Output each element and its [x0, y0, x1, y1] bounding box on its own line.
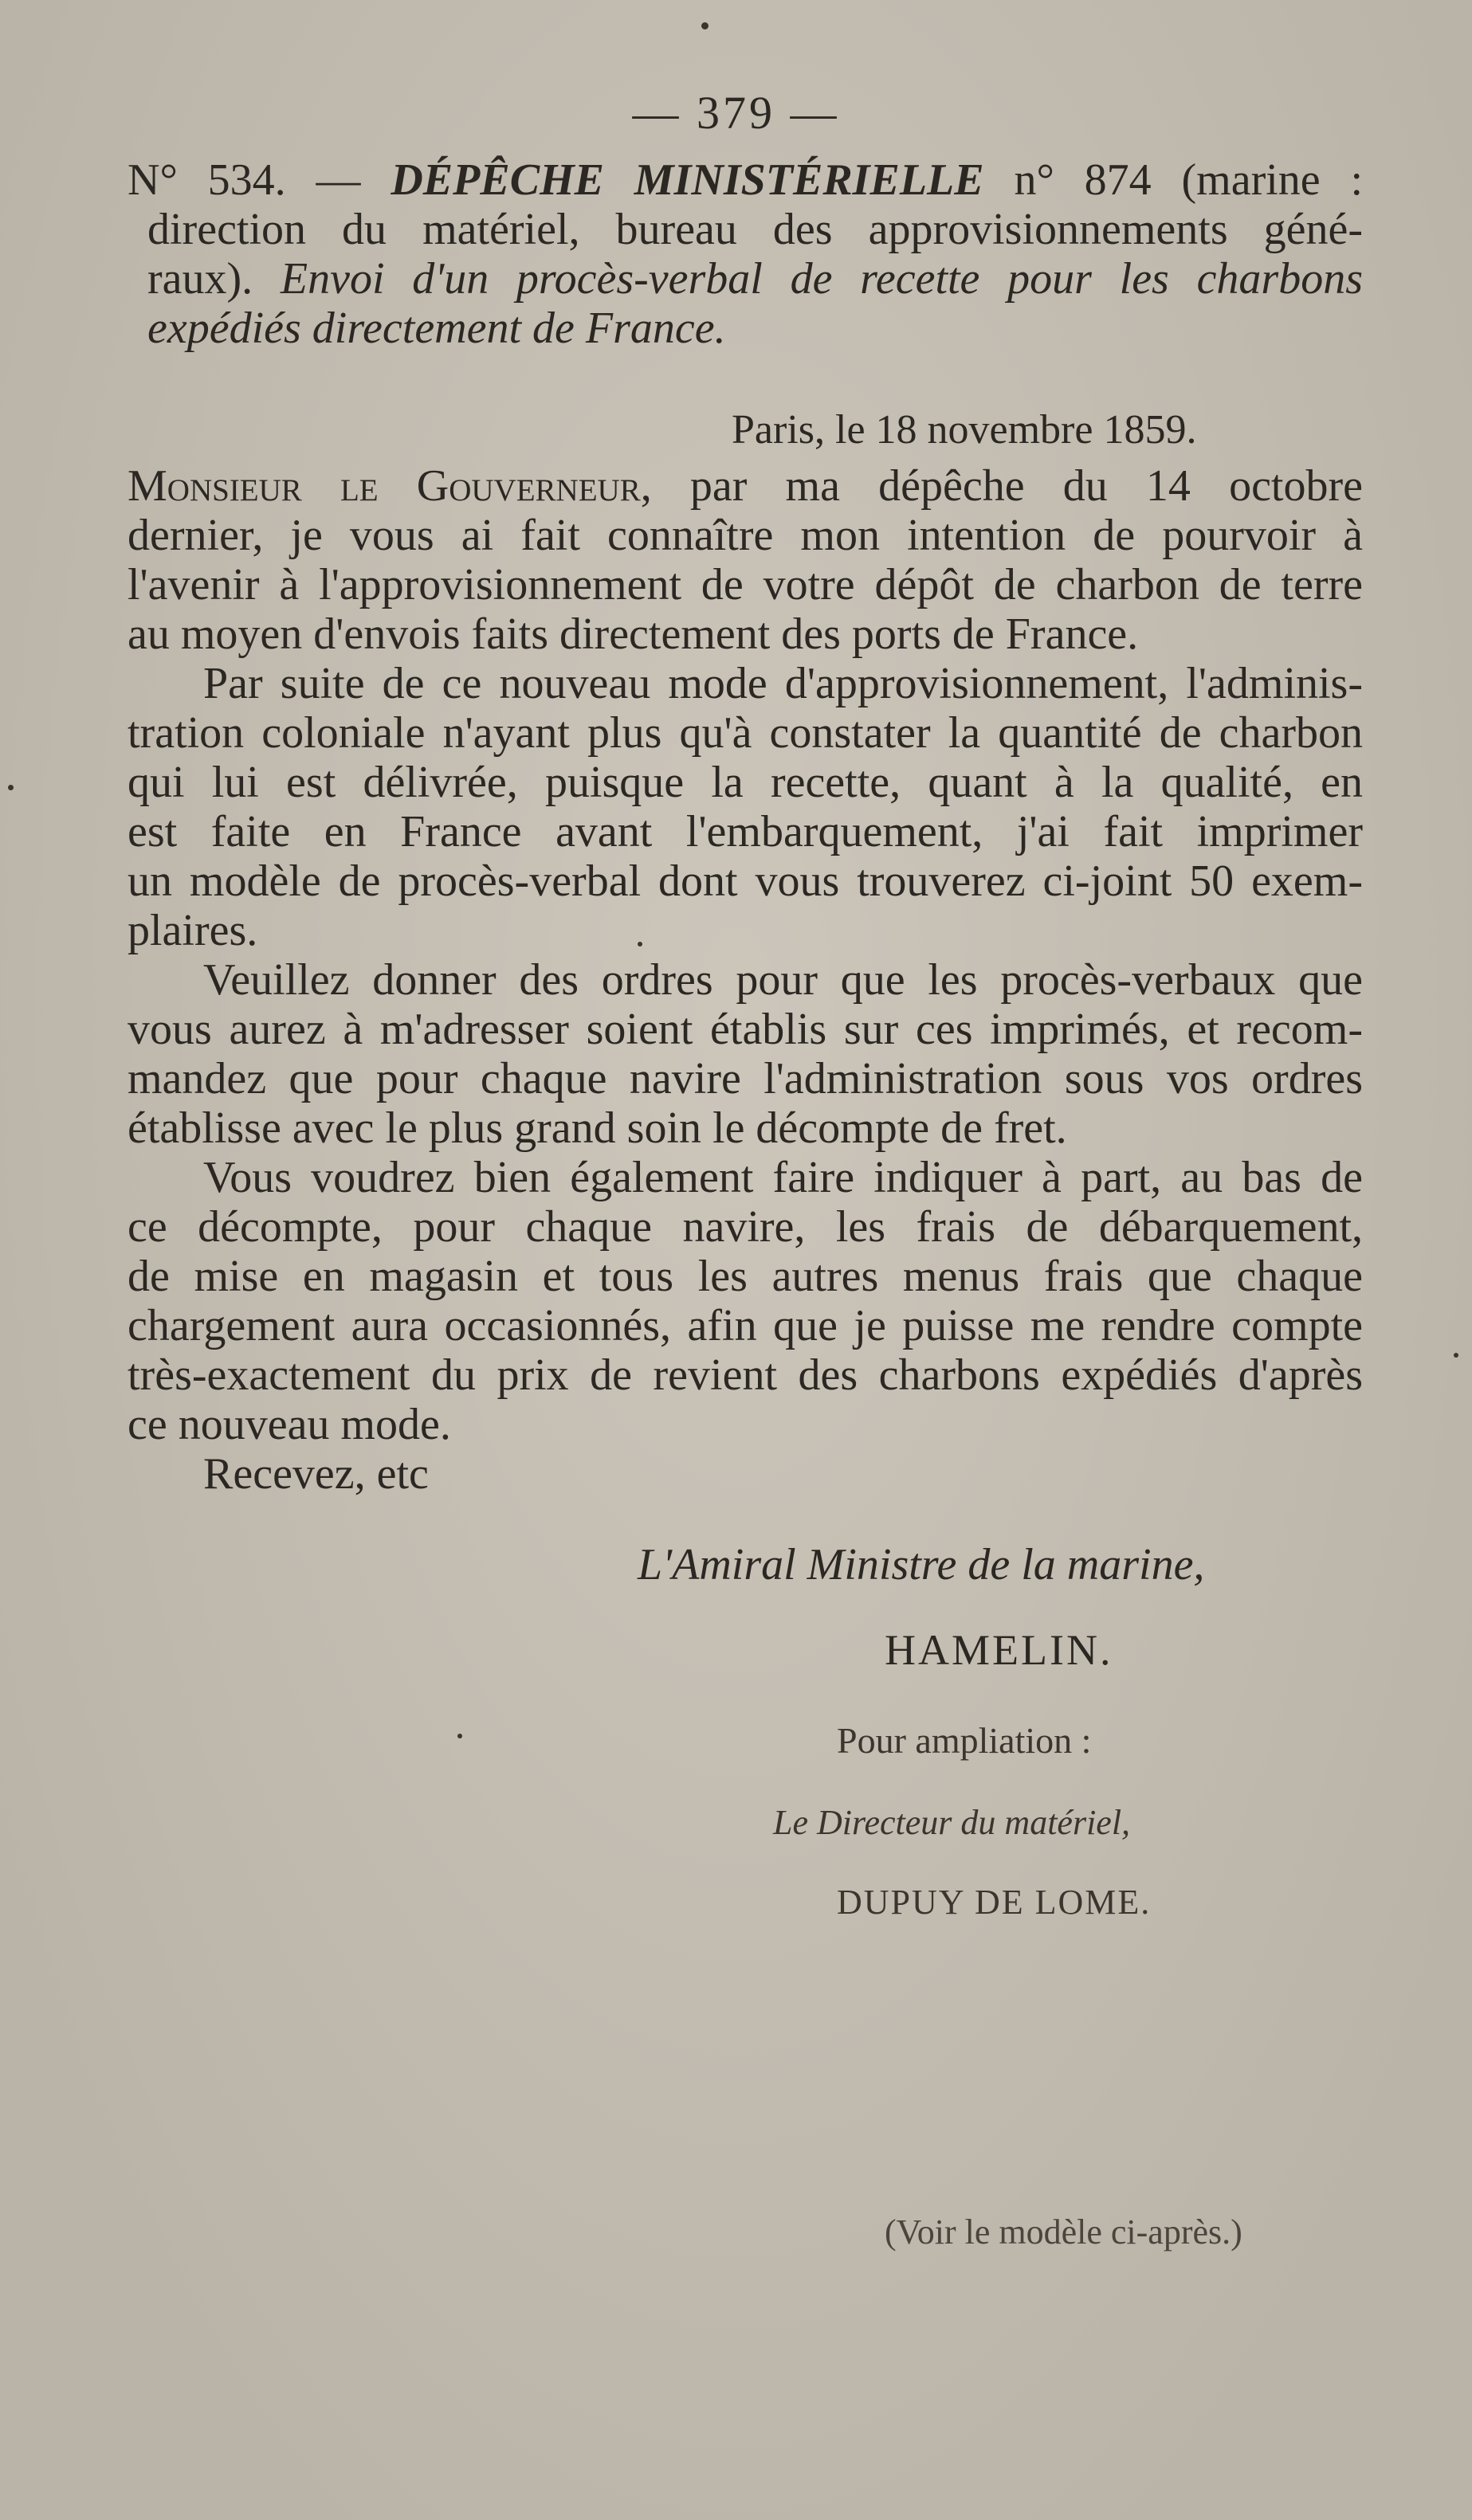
body-line: Veuillez donner des ordres pour que les procès-verbaux que: [203, 955, 1363, 1005]
footer-note: (Voir le modèle ci-après.): [885, 2212, 1242, 2252]
body-line: de mise en magasin et tous les autres menus frais que chaque: [128, 1252, 1363, 1301]
body-line: mandez que pour chaque navire l'administration sous vos ordres: [128, 1054, 1363, 1103]
signatory-title: L'Amiral Ministre de la marine,: [638, 1540, 1205, 1589]
document-subject: Envoi d'un procès-verbal de recette pour les charbons: [280, 254, 1364, 304]
document-reference: n° 874 (marine :: [1014, 155, 1364, 205]
ink-speck: [8, 785, 14, 790]
document-title: DÉPÊCHE MINISTÉRIELLE: [391, 155, 984, 205]
director-title: Le Directeur du matériel,: [773, 1803, 1131, 1842]
body-line: est faite en France avant l'embarquement, j'ai fait imprimer: [128, 807, 1363, 856]
body-line: un modèle de procès-verbal dont vous trouverez ci-joint 50 exem-: [128, 856, 1363, 906]
page-number: — 379 —: [632, 87, 840, 139]
body-line: établisse avec le plus grand soin le décompte de fret.: [128, 1103, 1067, 1153]
body-line: Monsieur le Gouverneur, par ma dépêche du 14 octobre: [128, 461, 1363, 511]
heading-line-3: raux). Envoi d'un procès-verbal de recette pour les charbons: [147, 254, 1364, 304]
heading-line-1: [128, 156, 1363, 204]
body-line: Recevez, etc: [203, 1449, 429, 1499]
heading-line-4: expédiés directement de France.: [147, 304, 726, 353]
body-line: ce décompte, pour chaque navire, les frais de débarquement,: [128, 1202, 1363, 1252]
body-line: chargement aura occasionnés, afin que je puisse me rendre compte: [128, 1301, 1363, 1350]
letter-date: Paris, le 18 novembre 1859.: [732, 407, 1197, 453]
body-line: l'avenir à l'approvisionnement de votre dépôt de charbon de terre: [128, 560, 1363, 609]
body-line: dernier, je vous ai fait connaître mon intention de pourvoir à: [128, 511, 1363, 560]
ink-speck: [1454, 1353, 1458, 1358]
body-line: au moyen d'envois faits directement des ports de France.: [128, 609, 1139, 659]
body-line: Vous voudrez bien également faire indiquer à part, au bas de: [203, 1153, 1363, 1202]
heading-line-2: direction du matériel, bureau des approvisionnements géné-: [147, 205, 1363, 254]
body-line: vous aurez à m'adresser soient établis sur ces imprimés, et recom-: [128, 1005, 1363, 1054]
signatory-name: HAMELIN.: [885, 1626, 1113, 1674]
salutation: Monsieur le Gouverneur,: [128, 461, 652, 511]
body-line: plaires.: [128, 906, 258, 955]
body-line: qui lui est délivrée, puisque la recette, quant à la qualité, en: [128, 758, 1363, 807]
body-line: tration coloniale n'ayant plus qu'à constater la quantité de charbon: [128, 708, 1363, 758]
body-line: ce nouveau mode.: [128, 1400, 451, 1449]
ampliation-label: Pour ampliation :: [837, 1720, 1092, 1761]
document-number: N° 534. —: [128, 155, 361, 205]
director-name: DUPUY DE LOME.: [837, 1883, 1152, 1922]
ink-speck: [457, 1734, 462, 1738]
ink-speck: [701, 22, 709, 29]
body-line: très-exactement du prix de revient des charbons expédiés d'après: [128, 1350, 1363, 1400]
body-line: Par suite de ce nouveau mode d'approvisionnement, l'adminis-: [203, 659, 1363, 708]
